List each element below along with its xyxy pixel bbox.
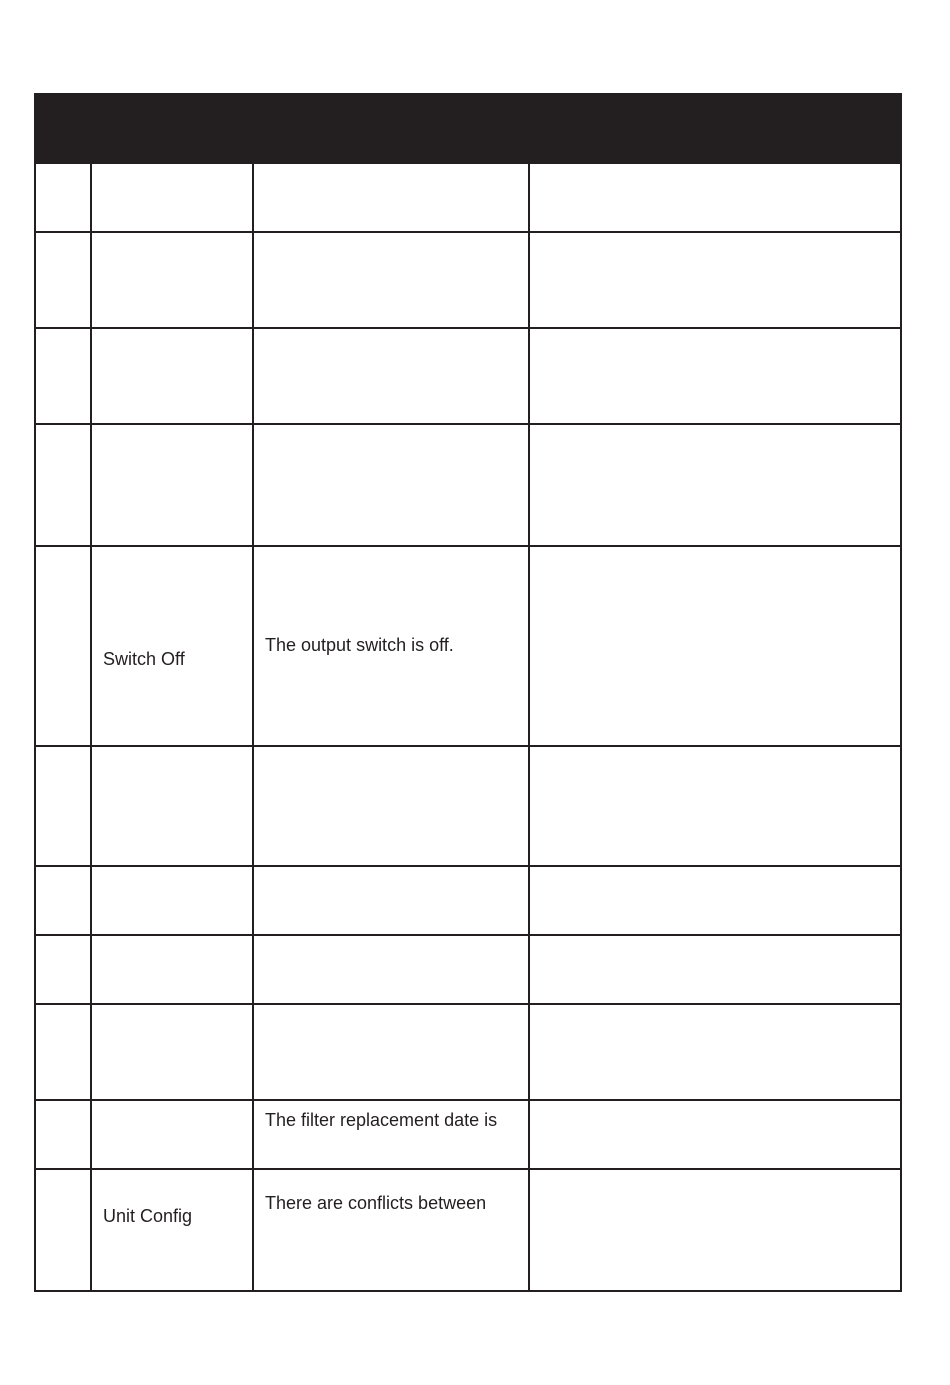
row-name [91, 328, 253, 424]
row-description [253, 1004, 529, 1100]
row-description [253, 424, 529, 546]
row-code [35, 424, 91, 546]
row-code [35, 935, 91, 1004]
row-code [35, 1169, 91, 1291]
row-action [529, 1169, 901, 1291]
row-code [35, 866, 91, 935]
row-code [35, 232, 91, 328]
row-description: The filter replacement date is [253, 1100, 529, 1169]
row-action [529, 866, 901, 935]
row-action [529, 746, 901, 866]
row-name [91, 1004, 253, 1100]
row-name: Unit Config [91, 1169, 253, 1291]
header-code [35, 94, 91, 163]
row-description [253, 935, 529, 1004]
header-name [91, 94, 253, 163]
row-name [91, 163, 253, 232]
row-name [91, 935, 253, 1004]
table-row [35, 163, 901, 232]
alarm-table [34, 93, 902, 1292]
row-name [91, 746, 253, 866]
row-description [253, 232, 529, 328]
row-action [529, 163, 901, 232]
row-name [91, 866, 253, 935]
row-description: There are conflicts between [253, 1169, 529, 1291]
table-row [35, 1100, 901, 1169]
table-row [35, 866, 901, 935]
table-header-row [35, 94, 901, 163]
row-name [91, 1100, 253, 1169]
row-name [91, 424, 253, 546]
row-description [253, 163, 529, 232]
row-code [35, 546, 91, 746]
table-row [35, 1004, 901, 1100]
header-description [253, 94, 529, 163]
row-code [35, 328, 91, 424]
row-code [35, 746, 91, 866]
table-row [35, 935, 901, 1004]
table-row [35, 232, 901, 328]
table-row [35, 746, 901, 866]
table-row [35, 328, 901, 424]
row-name [91, 232, 253, 328]
row-action [529, 328, 901, 424]
row-description [253, 328, 529, 424]
row-action [529, 1100, 901, 1169]
table-row [35, 1169, 901, 1291]
row-code [35, 1100, 91, 1169]
table-row [35, 546, 901, 746]
row-action [529, 546, 901, 746]
row-description: The output switch is off. [253, 546, 529, 746]
row-description [253, 866, 529, 935]
row-action [529, 935, 901, 1004]
row-code [35, 163, 91, 232]
row-description [253, 746, 529, 866]
table-row [35, 424, 901, 546]
row-action [529, 1004, 901, 1100]
row-code [35, 1004, 91, 1100]
row-action [529, 424, 901, 546]
header-action [529, 94, 901, 163]
row-action [529, 232, 901, 328]
row-name: Switch Off [91, 546, 253, 746]
